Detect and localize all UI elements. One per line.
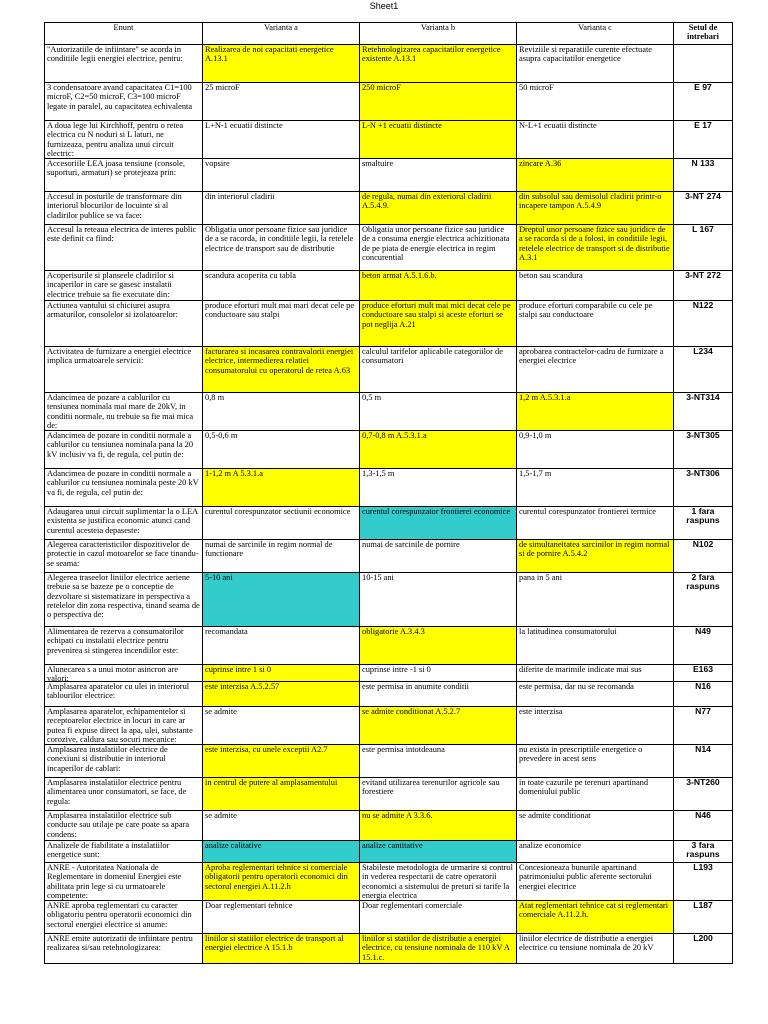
option-a-cell: liniilor si statiilor electrice de transport al energiei electrice A 15.1.b: [203, 934, 360, 964]
option-a-cell: produce eforturi mult mai mari decat cele pe conductoare sau stalpi: [203, 301, 360, 347]
question-cell: ANRE emite autorizatii de infiintare pentru realizarea si/sau retehnologizarea:: [45, 934, 203, 964]
option-a-cell: vopsire: [203, 159, 360, 192]
set-code-cell: 3-NT314: [674, 393, 733, 431]
option-a-cell: se admite: [203, 707, 360, 745]
set-code-cell: L 167: [674, 225, 733, 271]
option-a-cell: 25 microF: [203, 83, 360, 121]
question-cell: Amplasarea instalatiilor electrice de conexiuni si distributie in interiorul incaperilor de cablari:: [45, 745, 203, 778]
question-cell: ANRE aproba reglementari cu caracter obligatoriu pentru operatorii economici din sectorul energiei electrice si anume:: [45, 901, 203, 934]
header-setul: Setul de intrebari: [674, 23, 733, 45]
option-c-cell: este interzisa: [517, 707, 674, 745]
question-cell: Alunecarea s a unui motor asincron are valori:: [45, 665, 203, 682]
option-c-cell: 1,2 m A.5.3.1.a: [517, 393, 674, 431]
option-a-cell: Obligatia unor persoane fizice sau juridice de a se racorda, in conditiile legii, la retelele electrice de transport sau de distributie: [203, 225, 360, 271]
set-code-cell: 3-NT305: [674, 431, 733, 469]
option-b-cell: L-N +1 ecuatii distincte: [360, 121, 517, 159]
option-b-cell: de regula, numai din exteriorul cladirii A.5.4.9.: [360, 192, 517, 225]
option-c-cell: de simultaneitatea sarcinilor in regim normal si de pornire A.5.4.2: [517, 540, 674, 573]
option-c-cell: Concesioneaza bunurile apartinand patrimoniului public aferente sectorului energiei electrice: [517, 863, 674, 901]
table-row: [45, 159, 733, 192]
option-b-cell: curentul corespunzator frontierei economice: [360, 507, 517, 540]
option-b-cell: se admite conditionat A.5.2.7: [360, 707, 517, 745]
option-b-cell: 250 microF: [360, 83, 517, 121]
option-a-cell: analize calitative: [203, 841, 360, 863]
table-row: [45, 45, 733, 83]
option-c-cell: aprobarea contractelor-cadru de furnizare a energiei electrice: [517, 347, 674, 393]
set-code-cell: 3-NT260: [674, 778, 733, 811]
table-body: [45, 45, 733, 964]
question-cell: Alimentarea de rezerva a consumatorilor echipati cu instalatii electrice pentru prevenirea si stingerea incendiilor este:: [45, 627, 203, 665]
set-code-cell: E 97: [674, 83, 733, 121]
set-code-cell: E 17: [674, 121, 733, 159]
header-varianta-b: Varianta b: [360, 23, 517, 45]
table-row: [45, 707, 733, 745]
table-row: [45, 393, 733, 431]
option-c-cell: produce eforturi comparabile cu cele pe stalpi sau conductoare: [517, 301, 674, 347]
option-b-cell: nu se admite A 3.3.6.: [360, 811, 517, 841]
option-b-cell: 0,7-0,8 m A.5.3.1.a: [360, 431, 517, 469]
set-code-cell: L234: [674, 347, 733, 393]
table-row: [45, 431, 733, 469]
sheet-title: Sheet1: [369, 1, 399, 11]
set-code-cell: N 133: [674, 159, 733, 192]
option-a-cell: este interzisa A.5.2.57: [203, 682, 360, 707]
table-row: [45, 225, 733, 271]
question-cell: Adancimea de pozare in conditii normale a cablurilor cu tensiunea nominala pana la 20 kV inclusiv va fi, de regula, cel putin de:: [45, 431, 203, 469]
set-code-cell: 2 fara raspuns: [674, 573, 733, 627]
header-enunt: Enunt: [45, 23, 203, 45]
set-code-cell: 3-NT 272: [674, 271, 733, 301]
question-cell: Analizele de fiabilitate a instalatiilor energetice sunt:: [45, 841, 203, 863]
option-c-cell: din subsolul sau demisolul cladirii printr-o incapere tampon A.5.4.9: [517, 192, 674, 225]
set-code-cell: 1 fara raspuns: [674, 507, 733, 540]
option-a-cell: Realizarea de noi capacitati energetice A.13.1: [203, 45, 360, 83]
option-b-cell: Retehnologizarea capacitatilor energetice existente A.13.1: [360, 45, 517, 83]
option-a-cell: facturarea si incasarea contravalorii energiei electrice, intermedierea relatiei consumatorului cu operatorul de retea A.63: [203, 347, 360, 393]
set-code-cell: N46: [674, 811, 733, 841]
table-row: [45, 901, 733, 934]
question-cell: "Autorizatiile de infiintare" se acorda in conditiile legii energiei electrice, pentru:: [45, 45, 203, 83]
option-b-cell: cuprinse intre -1 si 0: [360, 665, 517, 682]
question-cell: Amplasarea instalatiilor electrice sub conducte sau utilaje pe care poate sa apara condens:: [45, 811, 203, 841]
option-b-cell: evitand utilizarea terenurilor agricole sau forestiere: [360, 778, 517, 811]
set-code-cell: [674, 45, 733, 83]
set-code-cell: 3 fara raspuns: [674, 841, 733, 863]
option-a-cell: Doar reglementari tehnice: [203, 901, 360, 934]
option-b-cell: numai de sarcinile de pornire: [360, 540, 517, 573]
question-cell: Accesoriile LEA joasa tensiune (console, suporturi, armaturi) se protejeaza prin:: [45, 159, 203, 192]
option-b-cell: analize cantitative: [360, 841, 517, 863]
option-c-cell: in toate cazurile pe terenuri apartinand domeniului public: [517, 778, 674, 811]
table-row: [45, 745, 733, 778]
table-row: [45, 301, 733, 347]
question-cell: Adancimea de pozare a cablurilor cu tensiunea nominala mai mare de 20kV, in conditii normale, nu trebuie sa fie mai mica de:: [45, 393, 203, 431]
question-cell: Activitatea de furnizare a energiei electrice implica urmatoarele servicii:: [45, 347, 203, 393]
option-a-cell: L+N-1 ecuatii distincte: [203, 121, 360, 159]
header-varianta-a: Varianta a: [203, 23, 360, 45]
table-row: [45, 540, 733, 573]
option-b-cell: calculul tarifelor aplicabile categoriilor de consumatori: [360, 347, 517, 393]
option-a-cell: recomandata: [203, 627, 360, 665]
option-a-cell: 5-10 ani: [203, 573, 360, 627]
table-row: [45, 573, 733, 627]
table-row: [45, 192, 733, 225]
option-c-cell: N-L+1 ecuatii distincte: [517, 121, 674, 159]
set-code-cell: L200: [674, 934, 733, 964]
option-a-cell: 0,5-0,6 m: [203, 431, 360, 469]
option-b-cell: liniilor si statiilor de distributie a energiei electrice, cu tensiune nominala de 110 kV A 15.1.c.: [360, 934, 517, 964]
option-c-cell: 0,9-1,0 m: [517, 431, 674, 469]
option-a-cell: in centrul de putere al amplasamentului: [203, 778, 360, 811]
table-row: [45, 682, 733, 707]
set-code-cell: E163: [674, 665, 733, 682]
option-c-cell: zincare A.36: [517, 159, 674, 192]
set-code-cell: N14: [674, 745, 733, 778]
option-c-cell: nu exista in prescriptiile energetice o prevedere in acest sens: [517, 745, 674, 778]
table-row: [45, 121, 733, 159]
option-a-cell: este interzisa, cu unele exceptii A2.7: [203, 745, 360, 778]
question-cell: 3 condensatoare avand capacitatea C1=100 microF, C2=50 microF, C3=100 microF legate in paralel, au capacitatea echivalenta: [45, 83, 203, 121]
question-cell: ANRE - Autoritatea Nationala de Reglementare in domeniul Energiei este abilitata prin lege si cu urmatoarele competente:: [45, 863, 203, 901]
option-c-cell: Reviziile si reparatiile curente efectuate asupra capacitatilor energetice: [517, 45, 674, 83]
option-b-cell: beton armat A.5.1.6.b.: [360, 271, 517, 301]
question-cell: Alegerea caracteristicilor dispozitivelor de protectie in cazul motoarelor se face tinandu-se seama:: [45, 540, 203, 573]
question-cell: Accesul in posturile de transformare din interiorul blocurilor de locuinte si al cladirilor publice se va face:: [45, 192, 203, 225]
question-cell: A doua lege lui Kirchhoff, pentru o retea electrica cu N noduri si L laturi, ne furnizeaza, pentru analiza unui circuit electric:: [45, 121, 203, 159]
option-a-cell: se admite: [203, 811, 360, 841]
option-c-cell: analize economice: [517, 841, 674, 863]
option-c-cell: 1,5-1,7 m: [517, 469, 674, 507]
question-cell: Adancimea de pozare in conditii normale a cablurilor cu tensiunea nominala peste 20 kV va fi, de regula, cel putin de:: [45, 469, 203, 507]
option-c-cell: diferite de marimile indicate mai sus: [517, 665, 674, 682]
question-cell: Alegerea traseelor liniilor electrice aeriene trebuie sa se bazeze pe o conceptie de dezvoltare si sistematizare in perspectiva a retelelor din zona respectiva, tinand seama de o perspectiva de:: [45, 573, 203, 627]
option-b-cell: produce eforturi mult mai mici decat cele pe conductoare sau stalpi si aceste eforturi se pot neglija A.21: [360, 301, 517, 347]
option-c-cell: 50 microF: [517, 83, 674, 121]
table-row: [45, 469, 733, 507]
question-cell: Adaugarea unui circuit suplimentar la o LEA existenta se justifica economic atunci cand curentul acesteia depaseste:: [45, 507, 203, 540]
option-b-cell: este permisa in anumite conditii: [360, 682, 517, 707]
option-b-cell: este permisa intotdeauna: [360, 745, 517, 778]
option-b-cell: 10-15 ani: [360, 573, 517, 627]
option-c-cell: beton sau scandura: [517, 271, 674, 301]
table-row: [45, 347, 733, 393]
table-row: [45, 271, 733, 301]
option-a-cell: 1-1,2 m A 5.3.1.a: [203, 469, 360, 507]
option-b-cell: Doar reglementari comerciale: [360, 901, 517, 934]
set-code-cell: 3-NT 274: [674, 192, 733, 225]
set-code-cell: N77: [674, 707, 733, 745]
set-code-cell: N16: [674, 682, 733, 707]
question-cell: Actiunea vantului si chiciurei asupra armaturilor, consolelor si izolatoarelor:: [45, 301, 203, 347]
set-code-cell: N102: [674, 540, 733, 573]
set-code-cell: L187: [674, 901, 733, 934]
option-c-cell: se admite conditionat: [517, 811, 674, 841]
table-row: [45, 665, 733, 682]
option-b-cell: 1,3-1,5 m: [360, 469, 517, 507]
table-row: [45, 863, 733, 901]
option-c-cell: Atat reglementari tehnice cat si reglementari comerciale A.11.2.h.: [517, 901, 674, 934]
option-a-cell: cuprinse intre 1 si 0: [203, 665, 360, 682]
table-row: [45, 627, 733, 665]
table-row: [45, 811, 733, 841]
questions-table: [44, 22, 733, 964]
table-row: [45, 841, 733, 863]
option-c-cell: Dreptul unor persoane fizice sau juridice de a se racorda si de a folosi, in conditiile legii, retelele electrice de transport si de distributie A.3.1: [517, 225, 674, 271]
option-b-cell: smaltuire: [360, 159, 517, 192]
header-varianta-c: Varianta c: [517, 23, 674, 45]
question-cell: Amplasarea aparatelor, echipamentelor si receptoarelor electrice in locuri in care ar putea fi expuse direct la apa, ulei, substante corozive, caldura sau socuri mecanice:: [45, 707, 203, 745]
option-c-cell: pana in 5 ani: [517, 573, 674, 627]
option-a-cell: Aproba reglementari tehnice si comerciale obligatorii pentru operatorii economici din sectorul energiei A.11.2.h: [203, 863, 360, 901]
option-c-cell: liniilor electrice de distributie a energiei electrice cu tensiune nominala de 20 kV: [517, 934, 674, 964]
option-a-cell: 0,8 m: [203, 393, 360, 431]
set-code-cell: N122: [674, 301, 733, 347]
option-c-cell: este permisa, dar nu se recomanda: [517, 682, 674, 707]
table-row: [45, 778, 733, 811]
option-a-cell: curentul corespunzator sectiunii economice: [203, 507, 360, 540]
table-row: [45, 507, 733, 540]
set-code-cell: N49: [674, 627, 733, 665]
option-c-cell: la latitudinea consumatorului: [517, 627, 674, 665]
option-a-cell: scandura acoperita cu tabla: [203, 271, 360, 301]
question-cell: Acoperisurile si planseele cladirilor si incaperilor in care se gasesc instalatii electrice trebuie sa fie executate din:: [45, 271, 203, 301]
option-a-cell: din interiorul cladirii: [203, 192, 360, 225]
option-b-cell: obligatorie A.3.4.3: [360, 627, 517, 665]
question-cell: Amplasarea aparatelor cu ulei in interiorul tablourilor electrice:: [45, 682, 203, 707]
option-a-cell: numai de sarcinile in regim normal de functionare: [203, 540, 360, 573]
option-b-cell: Obligatia unor persoane fizice sau juridice de a consuma energie electrica achizitionata de pe piata de energie electrica in regim concurential: [360, 225, 517, 271]
set-code-cell: 3-NT306: [674, 469, 733, 507]
option-b-cell: Stabileste metodologia de urmarire si control in vederea respectarii de catre operatorii economici a sistemului de preturi si tarife la energia electrica: [360, 863, 517, 901]
question-cell: Amplasarea instalatiilor electrice pentru alimentarea unor consumatori, se face, de regula:: [45, 778, 203, 811]
table-row: [45, 934, 733, 964]
table-row: [45, 83, 733, 121]
option-b-cell: 0,5 m: [360, 393, 517, 431]
header-row: [45, 23, 733, 45]
set-code-cell: L193: [674, 863, 733, 901]
question-cell: Accesul la reteaua electrica de interes public este definit ca fiind:: [45, 225, 203, 271]
option-c-cell: curentul corespunzator frontierei termice: [517, 507, 674, 540]
